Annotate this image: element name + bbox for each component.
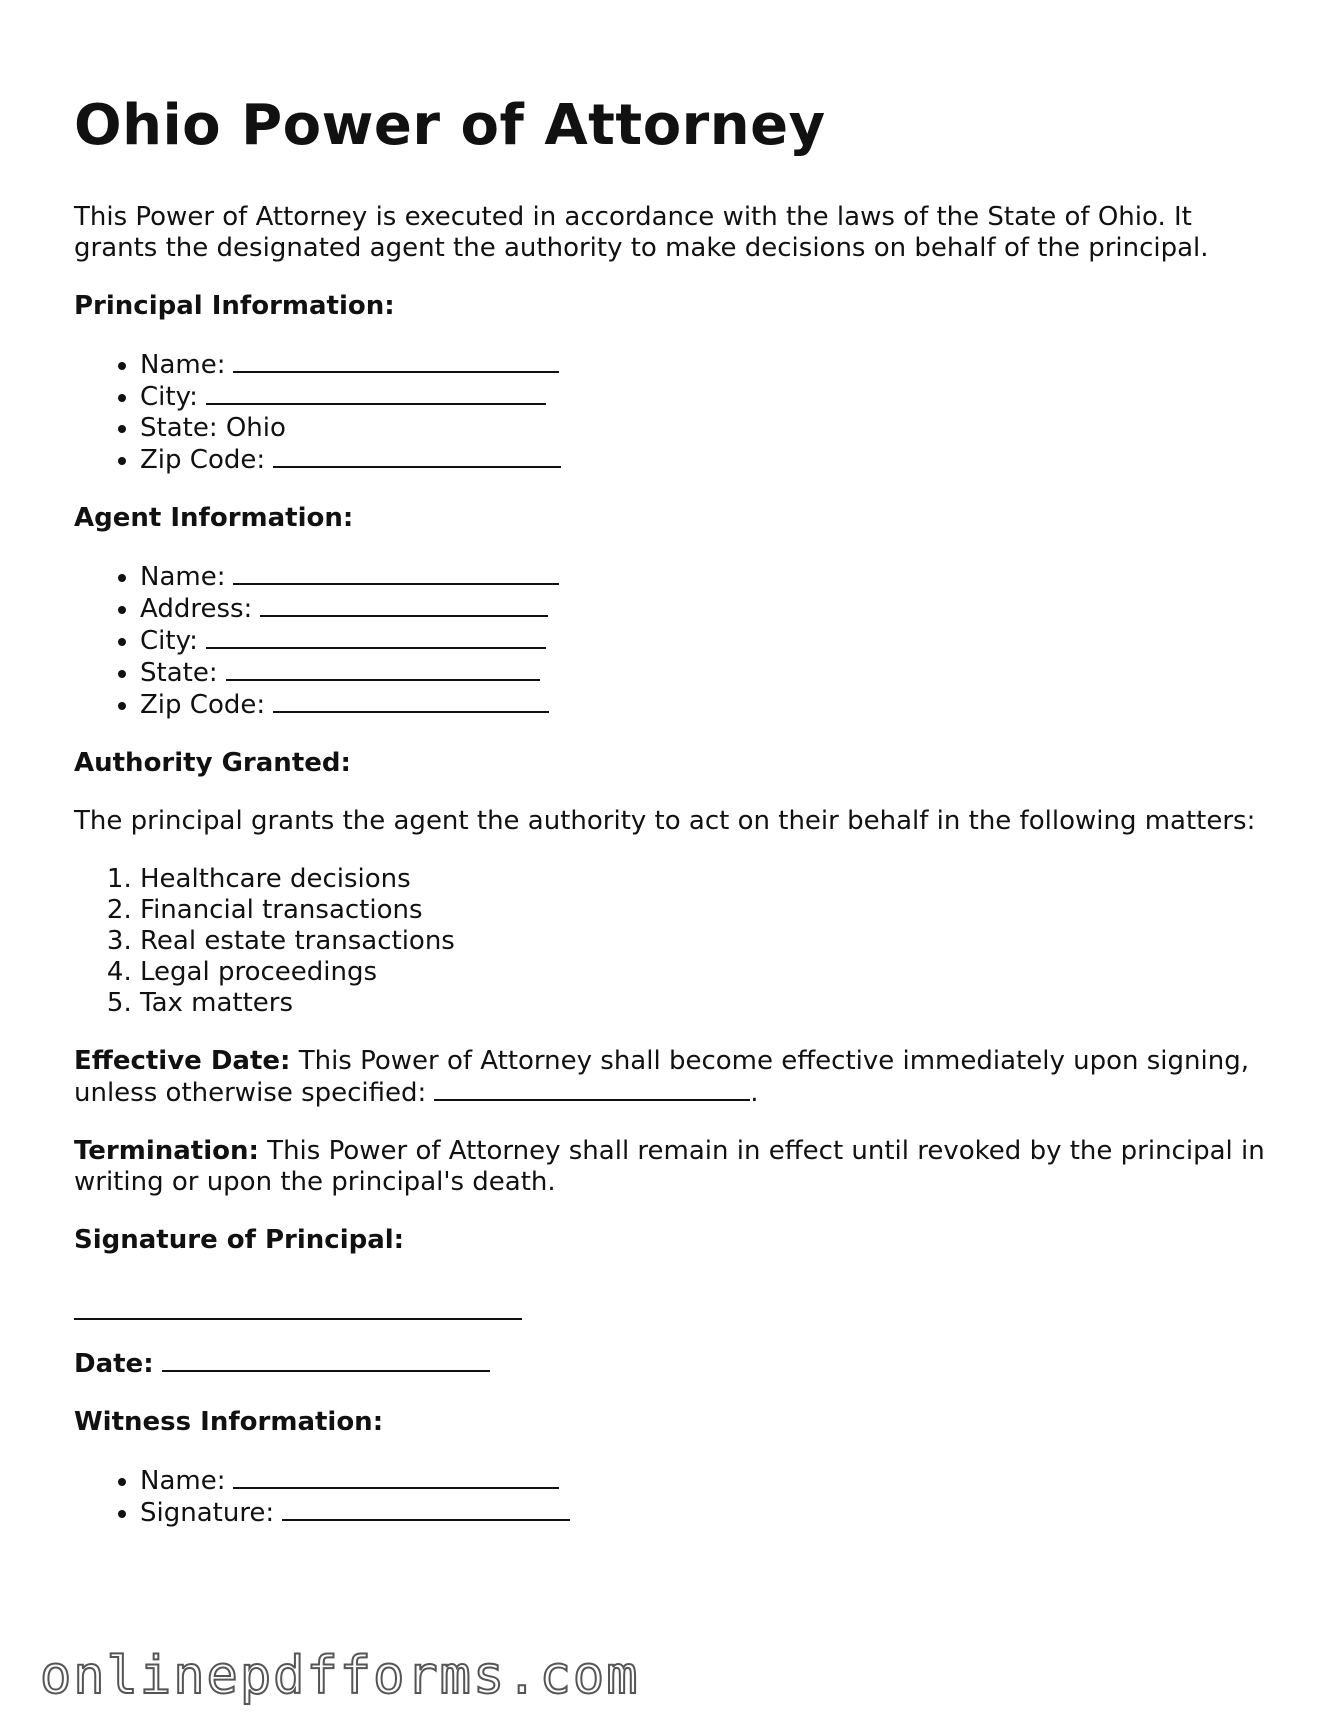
witness-fields-list xyxy=(74,1465,1274,1529)
agent-zip-label: Zip Code: xyxy=(140,690,266,720)
authority-item: 2. Financial transactions xyxy=(140,895,1274,926)
signature-date-row xyxy=(74,1348,1274,1380)
effective-date-blank[interactable] xyxy=(434,1077,750,1101)
agent-state-item xyxy=(140,657,1274,689)
termination-paragraph xyxy=(74,1136,1274,1198)
principal-zip-label: Zip Code: xyxy=(140,445,266,475)
agent-zip-item xyxy=(140,689,1274,721)
agent-city-blank[interactable] xyxy=(206,625,546,649)
principal-signature-line[interactable] xyxy=(74,1294,522,1320)
effective-date-paragraph xyxy=(74,1046,1274,1109)
agent-address-label: Address: xyxy=(140,594,253,624)
principal-city-label: City: xyxy=(140,382,198,412)
principal-name-label: Name: xyxy=(140,350,226,380)
witness-signature-label: Signature: xyxy=(140,1498,275,1528)
document-page xyxy=(74,92,1274,1556)
witness-heading: Witness Information: xyxy=(74,1407,384,1437)
witness-signature-blank[interactable] xyxy=(282,1497,570,1521)
principal-heading: Principal Information: xyxy=(74,291,395,321)
principal-fields-list xyxy=(74,349,1274,476)
principal-city-item xyxy=(140,381,1274,413)
agent-name-label: Name: xyxy=(140,562,226,592)
authority-item: 1. Healthcare decisions xyxy=(140,864,1274,895)
agent-heading: Agent Information: xyxy=(74,503,354,533)
authority-list xyxy=(74,864,1274,1019)
signature-heading: Signature of Principal: xyxy=(74,1225,405,1255)
authority-heading: Authority Granted: xyxy=(74,748,351,778)
agent-address-blank[interactable] xyxy=(260,593,548,617)
agent-state-blank[interactable] xyxy=(226,657,540,681)
agent-zip-blank[interactable] xyxy=(273,689,549,713)
authority-item: 4. Legal proceedings xyxy=(140,957,1274,988)
agent-name-item xyxy=(140,561,1274,593)
agent-city-label: City: xyxy=(140,626,198,656)
witness-name-item xyxy=(140,1465,1274,1497)
witness-signature-item xyxy=(140,1497,1274,1529)
effective-date-text: This Power of Attorney shall become effective immediately upon signing, unless otherwise specified: xyxy=(74,1046,1249,1108)
principal-state-item xyxy=(140,413,1274,444)
principal-name-item xyxy=(140,349,1274,381)
signature-date-label: Date: xyxy=(74,1349,154,1379)
principal-city-blank[interactable] xyxy=(206,381,546,405)
authority-text: The principal grants the agent the authority to act on their behalf in the following matters: xyxy=(74,806,1256,836)
agent-address-item xyxy=(140,593,1274,625)
authority-item: 5. Tax matters xyxy=(140,988,1274,1019)
principal-zip-item xyxy=(140,444,1274,476)
signature-date-blank[interactable] xyxy=(162,1348,490,1372)
document-title: Ohio Power of Attorney xyxy=(74,93,826,158)
agent-city-item xyxy=(140,625,1274,657)
witness-name-blank[interactable] xyxy=(233,1465,559,1489)
effective-date-end: . xyxy=(750,1078,759,1108)
termination-text: This Power of Attorney shall remain in effect until revoked by the principal in writing or upon the principal's death. xyxy=(74,1136,1265,1197)
principal-state-label: State: Ohio xyxy=(140,413,286,443)
agent-state-label: State: xyxy=(140,658,218,688)
authority-item: 3. Real estate transactions xyxy=(140,926,1274,957)
effective-date-label: Effective Date: xyxy=(74,1046,291,1076)
termination-label: Termination: xyxy=(74,1136,259,1166)
intro-paragraph: This Power of Attorney is executed in accordance with the laws of the State of Ohio. It grants the designated agent the authority to make decisions on behalf of the principal. xyxy=(74,202,1209,263)
agent-name-blank[interactable] xyxy=(233,561,559,585)
witness-name-label: Name: xyxy=(140,1466,226,1496)
site-watermark: onlinepdfforms.com xyxy=(40,1646,640,1706)
agent-fields-list xyxy=(74,561,1274,721)
principal-name-blank[interactable] xyxy=(233,349,559,373)
principal-zip-blank[interactable] xyxy=(273,444,561,468)
